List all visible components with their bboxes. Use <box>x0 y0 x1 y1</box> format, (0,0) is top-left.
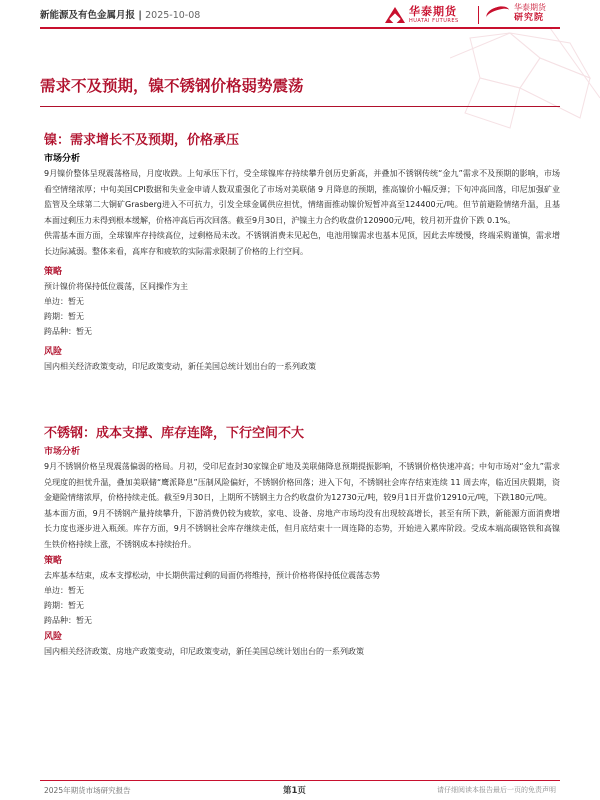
report-date: 2025-10-08 <box>145 10 201 21</box>
report-name: 新能源及有色金属月报 <box>40 10 136 21</box>
nickel-cross-variety: 跨品种：暂无 <box>44 327 92 336</box>
report-info: 新能源及有色金属月报 | 2025-10-08 <box>40 10 201 21</box>
stainless-market-paragraph-1: 9月不锈钢价格呈现震荡偏弱的格局。月初，受印尼查封30家镍企矿地及美联储降息预期提振影响，不锈钢价格快速冲高；中旬市场对“金九”需求兑现度的担忧升温，叠加美联储“鹰派降息”压制风险偏好，不锈钢价格回落；进入下旬，不锈钢社会库存结束连续 11 周去库，临近国庆假期，资金避险情绪浓厚，价格持续走低。截至9月30日，上期所不锈钢主力合约收盘价为12730元/吨，较9月1日开盘价12910元/吨，下跌180元/吨。 <box>44 462 560 502</box>
stainless-section-title: 不锈钢：成本支撑、库存连降，下行空间不大 <box>44 426 305 441</box>
stainless-market-label: 市场分析 <box>44 447 81 457</box>
stainless-risk-label: 风险 <box>44 632 63 642</box>
page-footer <box>0 780 600 800</box>
research-logo-icon <box>484 3 512 23</box>
page-number: 第1页 <box>283 786 306 796</box>
stainless-strategy-text: 去库基本结束，成本支撑松动，中长期供需过剩的局面仍将维持，预计价格将保持低位震荡态势 <box>44 571 380 580</box>
nickel-risk-label: 风险 <box>44 347 63 357</box>
nickel-strategy-label: 策略 <box>44 267 63 277</box>
stainless-risk-text: 国内相关经济政策、房地产政策变动，印尼政策变动，新任美国总统计划出台的一系列政策 <box>44 647 364 656</box>
logo2-line1: 华泰期货 <box>514 2 546 12</box>
logo2-line2: 研究院 <box>514 12 545 23</box>
stainless-market-paragraph-2: 基本面方面，9月不锈钢产量持续攀升，下游消费仍较为疲软，家电、设备、房地产市场均没有出现较高增长，甚至有所下跌，新能源方面消费增长力度也逐步进入瓶颈。库存方面，9月不锈钢社会库存继续走低，但月底结束十一周连降的态势，开始进入累库阶段。受成本端高碳铬铁和高镍生铁价格持续上涨，不锈钢成本持续抬升。 <box>44 508 560 549</box>
nickel-section-title: 镍：需求增长不及预期，价格承压 <box>44 133 240 148</box>
background-pattern-icon <box>450 28 600 138</box>
nickel-market-paragraph-1: 9月镍价整体呈现震荡格局，月度收跌。上旬承压下行，受全球镍库存持续攀升创历史新高，并叠加不锈钢传统“金九”需求不及预期的影响，市场看空情绪浓厚；中旬美国CPI数据和失业金申请人数双重强化了市场对美联储 9 月降息的预期，推高镍价小幅反弹；下旬冲高回落，印尼加强矿业监管及全球第二大铜矿Grasberg进入不可抗力，引发全球金属供应担忧，情绪面推动镍价短暂冲高至124400元/吨。但节前避险情绪升温，且基本面过剩压力未得到根本缓解，价格冲高后再次回落。截至9月30日，沪镍主力合约收盘价120900元/吨，较月初开盘价下跌 0.1%。 <box>44 169 560 225</box>
stainless-strategy-label: 策略 <box>44 556 63 566</box>
logo-en-text: HUATAI FUTURES <box>409 18 459 24</box>
logo-separator <box>478 6 479 24</box>
stainless-single-side: 单边：暂无 <box>44 586 84 595</box>
footer-disclaimer: 请仔细阅读本报告最后一页的免责声明 <box>437 786 556 794</box>
huatai-futures-logo <box>385 3 459 27</box>
stainless-calendar-spread: 跨期：暂无 <box>44 601 84 610</box>
nickel-calendar-spread: 跨期：暂无 <box>44 312 84 321</box>
nickel-section <box>44 132 560 374</box>
research-institute-logo <box>484 3 546 23</box>
page-header <box>0 0 600 30</box>
stainless-cross-variety: 跨品种：暂无 <box>44 616 92 625</box>
page-title: 需求不及预期，镍不锈钢价格弱势震荡 <box>40 77 304 95</box>
logo-cn-text: 华泰期货 <box>409 5 457 18</box>
nickel-single-side: 单边：暂无 <box>44 297 84 306</box>
nickel-market-paragraph-2: 供需基本面方面，全球镍库存持续高位，过剩格局未改。不锈钢消费未见起色，电池用镍需求也基本见顶，因此去库缓慢，终端采购谨慎，需求增长边际减弱。整体来看，高库存和疲软的实际需求限制了价格的上行空间。 <box>44 231 560 256</box>
nickel-risk-text: 国内相关经济政策变动，印尼政策变动，新任美国总统计划出台的一系列政策 <box>44 362 316 371</box>
title-rule <box>40 106 560 107</box>
footer-report-label: 2025年期货市场研究报告 <box>44 786 131 795</box>
stainless-section <box>44 425 560 659</box>
huatai-logo-icon <box>385 5 405 25</box>
footer-rule <box>40 780 560 781</box>
nickel-market-label: 市场分析 <box>44 154 81 164</box>
nickel-strategy-text: 预计镍价将保持低位震荡，区间操作为主 <box>44 282 188 291</box>
